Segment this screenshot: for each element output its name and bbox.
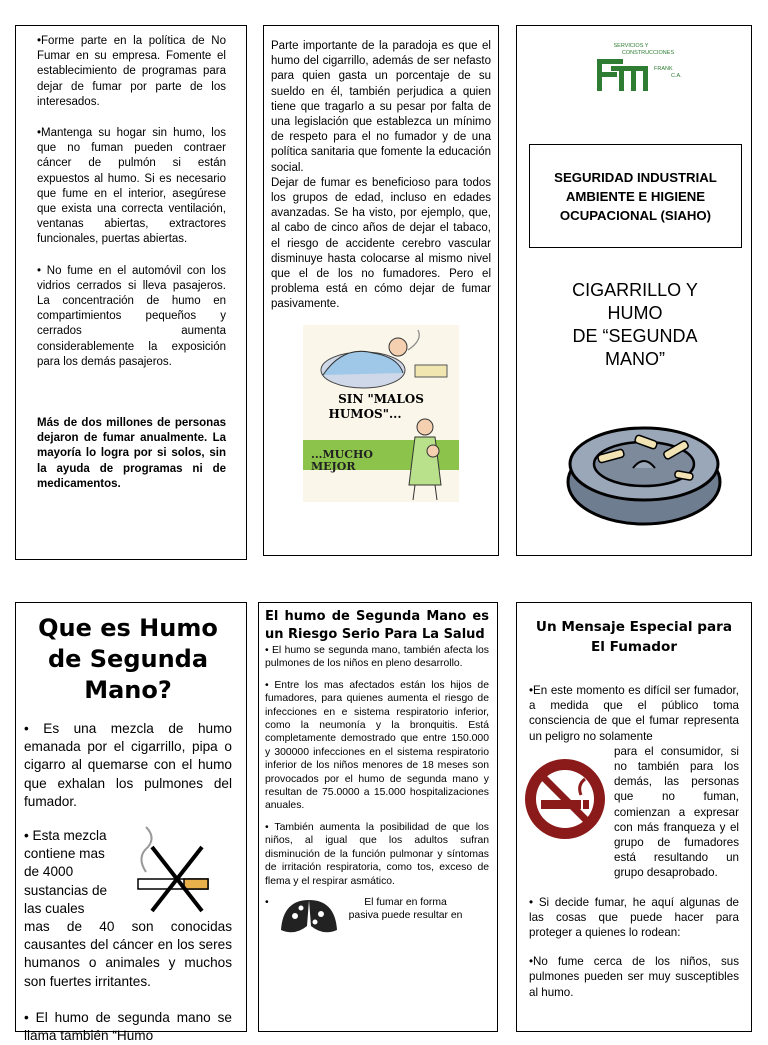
passive-smoking-text-b: pasiva puede resultar en	[348, 910, 463, 922]
logo-text-2: CONSTRUCCIONES	[621, 50, 675, 56]
children-lungs-text: • El humo se segunda mano, también afecta los pulmones de los niños en pleno desarrollo.	[265, 645, 489, 670]
message-text-b: para el consumidor, si no también para los demás, las personas que no fuman, comienzan a expresar con más franqueza y el grupo de fumadores está resultando un grupo desaprobado.	[614, 744, 739, 880]
definition-text: • Es una mezcla de humo emanada por el cigarrillo, pipa o cigarro al quemarse con el humo que exhalan los pulmones del fumador.	[24, 721, 232, 809]
illustration-caption-bottom2: MEJOR	[311, 459, 356, 473]
substances-text-a: • Esta mezcla contiene mas de 4000 sustancias de las cuales	[24, 828, 108, 916]
message-text-a: •En este momento es difícil ser fumador, a medida que el público toma consciencia de que el fumar representa un peligro no solamente	[529, 684, 739, 743]
siaho-line-2: AMBIENTE E HIGIENE	[565, 188, 706, 204]
title-line-4: MANO”	[605, 349, 665, 369]
smoker-message-heading: Un Mensaje Especial para El Fumador	[535, 619, 733, 655]
title-line-2: HUMO	[607, 303, 663, 323]
paradox-text: Parte importante de la paradoja es que el humo del cigarrillo, además de ser nefasto para quien gasta un porcentaje de su sueldo en él, también perjudica a quien tiene que tragarlo a su pesar por falta de una legislación que establezca un mínimo de respeto para el no fumador y de una política sanitaria que fomente la educación social.	[271, 40, 491, 174]
tip-workplace: •Forme parte en la política de No Fumar en su empresa. Fomente el establecimiento de programas para dejar de fumar por parte de los interesados.	[37, 35, 226, 108]
substances-text-b: mas de 40 son conocidas causantes del cáncer en los seres humanos o animales y muchos son fuertes irritantes.	[24, 919, 232, 989]
infections-text: • Entre los mas afectados están los hijos de fumadores, para quienes aumenta el riesgo de infecciones en e sistema respiratorio inferior, como la neumonía y la bronquitis. Está completamente demostrado que entre 150.000 y 300000 infecciones en el sistema respiratorio inferior de los niños menores de 18 meses son provocados por el humo de segunda mano y resultan de 75.0000 a 15.000 hospitalizaciones anuales.	[265, 679, 489, 812]
quit-benefits-text: Dejar de fumar es beneficioso para todos los grupos de edad, incluso en edades avanzadas. Se ha visto, por ejemplo, que, al cabo de cinco años de dejar el tabaco, el riesgo de accidente cerebro vascular disminuye hasta colocarse al mismo nivel que el de los no fumadores. Pero el problema está en cómo dejar de fumar pasivamente.	[271, 176, 491, 311]
siaho-line-3: OCUPACIONAL (SIAHO)	[559, 207, 712, 223]
tip-home: •Mantenga su hogar sin humo, los que no fuman pueden contraer cáncer de pulmón si están expuestos al humo. Si es necesario que fume en el interior, asegúrese que exista una correcta ventilación, ventanas abiertas, extractores funcionales, puertas abiertas.	[37, 127, 226, 246]
title-line-3: DE “SEGUNDA	[572, 326, 698, 346]
children-warning-text: •No fume cerca de los niños, sus pulmones pueden ser muy susceptibles al humo.	[529, 955, 739, 999]
also-called-text: • El humo de segunda mano se llama también “Humo	[24, 1009, 232, 1044]
logo-text-3: FRANK	[654, 66, 673, 72]
lungs-icon	[277, 896, 341, 936]
title-line-1: CIGARRILLO Y	[572, 280, 698, 300]
panel-health-risk	[258, 602, 498, 1032]
no-smoking-icon	[521, 755, 609, 843]
bullet: •	[265, 896, 269, 908]
lung-function-text: • También aumenta la posibilidad de que los niños, al igual que los adultos sufran disminución de la función pulmonar y síntomas de irritación respiratoria, como tos, exceso de flema y el respirar asmático.	[265, 821, 489, 887]
quit-statistic: Más de dos millones de personas dejaron de fumar anualmente. La mayoría lo logra por si solos, sin la ayuda de programas ni de medicamentos.	[37, 417, 226, 490]
panel-cover	[516, 25, 752, 556]
smoke-free-illustration-graphic	[303, 325, 459, 502]
tip-car: • No fume en el automóvil con los vidrios cerrados si lleva pasajeros. La concentración de humo en compartimientos pequeños y cerrados aumenta considerablemente la exposición para los demás pasajeros.	[37, 264, 226, 368]
logo-text-1: SERVICIOS Y	[613, 43, 649, 49]
illustration-caption-bottom1: ...MUCHO	[311, 447, 373, 461]
what-is-heading: Que es Humo de Segunda Mano?	[38, 614, 218, 704]
panel-what-is-secondhand	[15, 602, 247, 1044]
no-cigarette-icon	[126, 827, 222, 911]
panel-tips-home-work	[15, 25, 247, 560]
siaho-line-1: SEGURIDAD INDUSTRIAL	[554, 169, 717, 185]
ashtray-icon	[565, 424, 723, 528]
company-logo	[593, 39, 693, 97]
passive-smoking-text-a: El fumar en forma	[364, 896, 447, 908]
panel-smoker-message	[516, 602, 752, 1032]
panel-paradox	[263, 25, 499, 556]
health-risk-heading: El humo de Segunda Mano es un Riesgo Serio Para La Salud	[265, 609, 489, 642]
illustration-caption-top: SIN "MALOS	[338, 391, 424, 406]
siaho-box	[529, 144, 742, 248]
logo-text-4: C.A.	[671, 73, 682, 79]
smoke-free-illustration	[303, 325, 459, 502]
protect-others-text: • Si decide fumar, he aquí algunas de las cosas que puede hacer para proteger a quienes lo rodean:	[529, 895, 739, 940]
brochure-title	[517, 279, 753, 371]
illustration-caption-mid: HUMOS"...	[328, 406, 402, 421]
